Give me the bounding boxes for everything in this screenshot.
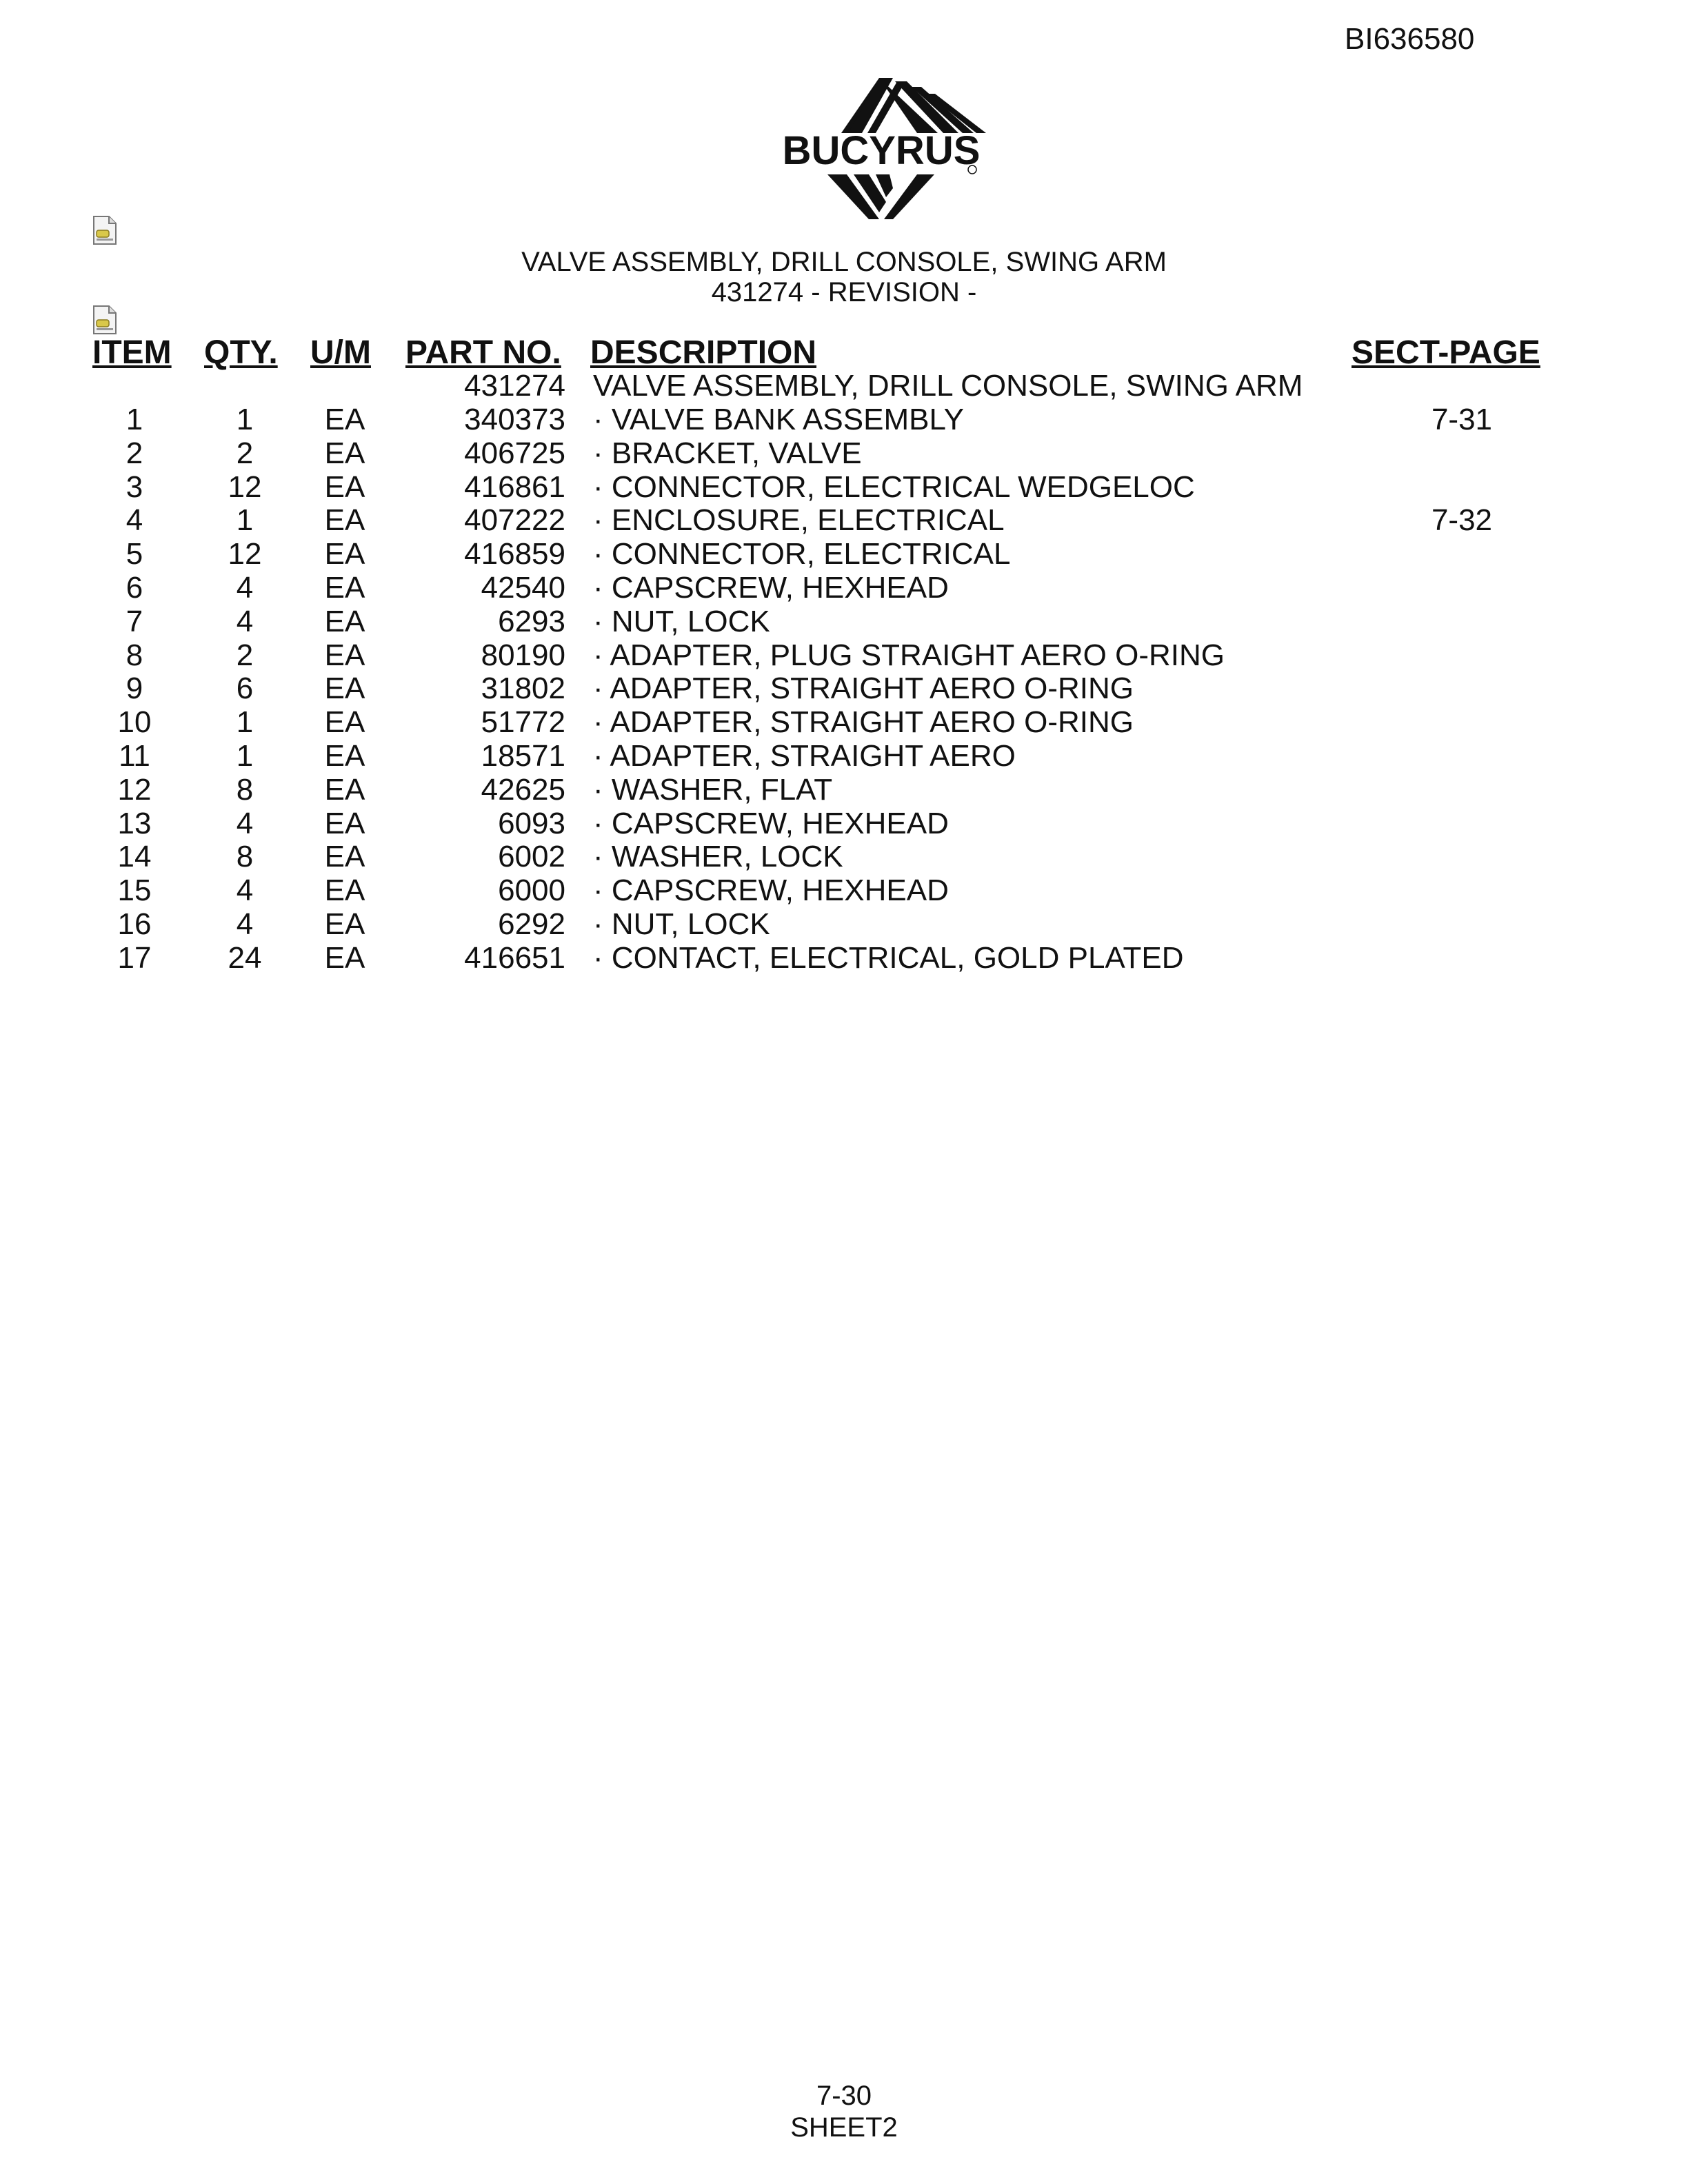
table-row-quantity: 4 <box>236 807 254 840</box>
table-row-description: · CONNECTOR, ELECTRICAL <box>593 537 1011 571</box>
table-row-description: · CAPSCREW, HEXHEAD <box>593 571 949 605</box>
table-row-item-number: 4 <box>125 503 143 537</box>
table-row-unit-of-measure: EA <box>324 470 365 504</box>
table-row-unit-of-measure: EA <box>324 941 365 975</box>
table-row-description: · ADAPTER, STRAIGHT AERO O-RING <box>593 671 1134 705</box>
table-row-part-number: 340373 <box>464 403 565 436</box>
table-row-unit-of-measure: EA <box>324 705 365 739</box>
sheet-label: SHEET2 <box>790 2112 898 2143</box>
table-row-unit-of-measure: EA <box>324 671 365 705</box>
column-header-description: DESCRIPTION <box>590 334 817 371</box>
document-attachment-icon[interactable] <box>91 215 119 245</box>
table-row-item-number: 1 <box>125 403 143 436</box>
table-row-part-number: 416861 <box>464 470 565 504</box>
table-row-quantity: 1 <box>236 705 254 739</box>
table-row-unit-of-measure: EA <box>324 638 365 672</box>
table-row-quantity: 2 <box>236 638 254 672</box>
table-row-part-number: 406725 <box>464 436 565 470</box>
column-header-item: ITEM <box>92 334 172 371</box>
table-row-description: · BRACKET, VALVE <box>593 436 862 470</box>
table-row-part-number: 31802 <box>481 671 565 705</box>
table-row-item-number: 7 <box>125 605 143 638</box>
bucyrus-logo-icon <box>758 74 1007 223</box>
document-title: VALVE ASSEMBLY, DRILL CONSOLE, SWING ARM <box>521 247 1167 277</box>
table-row-item-number: 6 <box>125 571 143 605</box>
document-subtitle: 431274 - REVISION - <box>711 277 977 307</box>
assembly-description: VALVE ASSEMBLY, DRILL CONSOLE, SWING ARM <box>593 369 1303 403</box>
table-row-description: · WASHER, FLAT <box>593 773 833 807</box>
column-header-part-no: PART NO. <box>405 334 561 371</box>
table-row-unit-of-measure: EA <box>324 873 365 907</box>
document-attachment-icon[interactable] <box>91 305 119 335</box>
table-row-description: · CAPSCREW, HEXHEAD <box>593 807 949 840</box>
table-row-quantity: 6 <box>236 671 254 705</box>
table-row-part-number: 416859 <box>464 537 565 571</box>
table-row-quantity: 1 <box>236 739 254 773</box>
table-row-unit-of-measure: EA <box>324 807 365 840</box>
table-row-unit-of-measure: EA <box>324 840 365 873</box>
table-row-part-number: 80190 <box>481 638 565 672</box>
table-row-part-number: 6093 <box>498 807 565 840</box>
table-row-quantity: 4 <box>236 605 254 638</box>
table-row-unit-of-measure: EA <box>324 605 365 638</box>
table-row-unit-of-measure: EA <box>324 436 365 470</box>
table-row-item-number: 12 <box>117 773 152 807</box>
table-row-part-number: 6293 <box>498 605 565 638</box>
table-row-item-number: 3 <box>125 470 143 504</box>
table-row-unit-of-measure: EA <box>324 739 365 773</box>
table-row-part-number: 407222 <box>464 503 565 537</box>
table-row-unit-of-measure: EA <box>324 537 365 571</box>
table-row-description: · ENCLOSURE, ELECTRICAL <box>593 503 1005 537</box>
table-row-quantity: 1 <box>236 403 254 436</box>
table-row-item-number: 13 <box>117 807 152 840</box>
table-row-part-number: 42625 <box>481 773 565 807</box>
table-row-unit-of-measure: EA <box>324 403 365 436</box>
table-row-item-number: 17 <box>117 941 152 975</box>
table-row-description: · WASHER, LOCK <box>593 840 843 873</box>
column-header-qty: QTY. <box>204 334 278 371</box>
table-row-quantity: 12 <box>228 470 262 504</box>
table-row-unit-of-measure: EA <box>324 571 365 605</box>
table-row-description: · ADAPTER, PLUG STRAIGHT AERO O-RING <box>593 638 1225 672</box>
table-row-quantity: 8 <box>236 773 254 807</box>
table-row-part-number: 18571 <box>481 739 565 773</box>
table-row-description: · CAPSCREW, HEXHEAD <box>593 873 949 907</box>
table-row-unit-of-measure: EA <box>324 503 365 537</box>
table-row-part-number: 6292 <box>498 907 565 941</box>
table-row-part-number: 416651 <box>464 941 565 975</box>
table-row-item-number: 15 <box>117 873 152 907</box>
table-row-quantity: 4 <box>236 907 254 941</box>
table-row-description: · NUT, LOCK <box>593 605 770 638</box>
table-row-item-number: 10 <box>117 705 152 739</box>
table-row-item-number: 9 <box>125 671 143 705</box>
table-row-sect-page: 7-32 <box>1431 503 1493 537</box>
logo-wordmark: BUCYRUS <box>782 128 981 173</box>
table-row-item-number: 8 <box>125 638 143 672</box>
table-row-description: · ADAPTER, STRAIGHT AERO O-RING <box>593 705 1134 739</box>
document-id: BI636580 <box>1345 22 1475 56</box>
table-row-description: · CONTACT, ELECTRICAL, GOLD PLATED <box>593 941 1184 975</box>
table-row-part-number: 6002 <box>498 840 565 873</box>
column-header-sect-page: SECT-PAGE <box>1352 334 1540 371</box>
assembly-part-no: 431274 <box>464 369 565 403</box>
table-row-item-number: 11 <box>119 739 150 773</box>
table-row-item-number: 14 <box>117 840 152 873</box>
table-row-item-number: 16 <box>117 907 152 941</box>
table-row-description: · VALVE BANK ASSEMBLY <box>593 403 964 436</box>
table-row-item-number: 2 <box>125 436 143 470</box>
table-row-unit-of-measure: EA <box>324 773 365 807</box>
table-row-description: · ADAPTER, STRAIGHT AERO <box>593 739 1016 773</box>
page-number: 7-30 <box>816 2081 872 2111</box>
table-row-description: · NUT, LOCK <box>593 907 770 941</box>
column-header-um: U/M <box>310 334 371 371</box>
table-row-quantity: 2 <box>236 436 254 470</box>
table-row-sect-page: 7-31 <box>1431 403 1493 436</box>
table-row-quantity: 8 <box>236 840 254 873</box>
table-row-part-number: 42540 <box>481 571 565 605</box>
table-row-quantity: 24 <box>228 941 262 975</box>
table-row-item-number: 5 <box>125 537 143 571</box>
table-row-unit-of-measure: EA <box>324 907 365 941</box>
table-row-part-number: 51772 <box>481 705 565 739</box>
table-row-part-number: 6000 <box>498 873 565 907</box>
table-row-quantity: 4 <box>236 571 254 605</box>
table-row-description: · CONNECTOR, ELECTRICAL WEDGELOC <box>593 470 1195 504</box>
table-row-quantity: 4 <box>236 873 254 907</box>
table-row-quantity: 12 <box>228 537 262 571</box>
table-row-quantity: 1 <box>236 503 254 537</box>
